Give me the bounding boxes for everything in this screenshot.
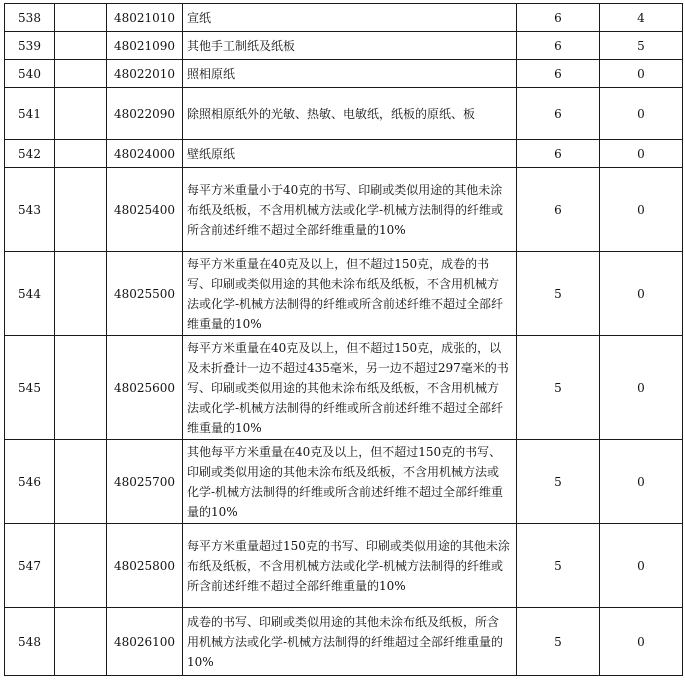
table-row	[5, 88, 683, 140]
rate-cell-a: 5	[517, 336, 600, 440]
rate-cell-a: 5	[517, 608, 600, 676]
row-number-cell: 544	[5, 252, 55, 336]
rate-cell-a: 6	[517, 60, 600, 88]
blank-cell	[55, 88, 107, 140]
tariff-code-cell: 48022010	[107, 60, 183, 88]
rate-cell-b: 0	[600, 524, 683, 608]
tariff-code-cell: 48022090	[107, 88, 183, 140]
row-number-cell: 541	[5, 88, 55, 140]
rate-cell-a: 6	[517, 168, 600, 252]
description-cell: 每平方米重量超过150克的书写、印刷或类似用途的其他未涂布纸及纸板，不含用机械方法或化学-机械方法制得的纤维或所含前述纤维不超过全部纤维重量的10%	[183, 524, 517, 608]
rate-cell-b: 0	[600, 336, 683, 440]
rate-cell-b: 0	[600, 440, 683, 524]
table-row	[5, 440, 683, 524]
blank-cell	[55, 336, 107, 440]
rate-cell-b: 0	[600, 140, 683, 168]
table-row	[5, 524, 683, 608]
rate-cell-a: 6	[517, 140, 600, 168]
rate-cell-a: 6	[517, 88, 600, 140]
rate-cell-b: 0	[600, 60, 683, 88]
description-cell: 每平方米重量在40克及以上，但不超过150克，成卷的书写、印刷或类似用途的其他未涂布纸及纸板，不含用机械方法或化学-机械方法制得的纤维或所含前述纤维不超过全部纤维重量的10%	[183, 252, 517, 336]
row-number-cell: 547	[5, 524, 55, 608]
tariff-code-cell: 48025600	[107, 336, 183, 440]
tariff-code-cell: 48024000	[107, 140, 183, 168]
blank-cell	[55, 168, 107, 252]
blank-cell	[55, 140, 107, 168]
tariff-code-cell: 48026100	[107, 608, 183, 676]
row-number-cell: 546	[5, 440, 55, 524]
description-cell: 其他每平方米重量在40克及以上，但不超过150克的书写、印刷或类似用途的其他未涂布纸及纸板，不含用机械方法或化学-机械方法制得的纤维或所含前述纤维不超过全部纤维重量的10%	[183, 440, 517, 524]
table-row	[5, 608, 683, 676]
blank-cell	[55, 60, 107, 88]
tariff-table-body	[5, 4, 683, 676]
rate-cell-b: 0	[600, 252, 683, 336]
tariff-code-cell: 48025700	[107, 440, 183, 524]
description-cell: 宣纸	[183, 4, 517, 32]
rate-cell-b: 0	[600, 608, 683, 676]
row-number-cell: 545	[5, 336, 55, 440]
rate-cell-b: 0	[600, 168, 683, 252]
tariff-code-cell: 48025500	[107, 252, 183, 336]
description-cell: 每平方米重量在40克及以上，但不超过150克，成张的，以及未折叠计一边不超过435毫米，另一边不超过297毫米的书写、印刷或类似用途的其他未涂布纸及纸板，不含用机械方法或化学-机械方法制得的纤维或所含前述纤维不超过全部纤维重量的10%	[183, 336, 517, 440]
table-row	[5, 140, 683, 168]
tariff-table	[4, 3, 683, 676]
row-number-cell: 542	[5, 140, 55, 168]
description-cell: 壁纸原纸	[183, 140, 517, 168]
blank-cell	[55, 524, 107, 608]
table-row	[5, 336, 683, 440]
blank-cell	[55, 440, 107, 524]
table-row	[5, 32, 683, 60]
description-cell: 其他手工制纸及纸板	[183, 32, 517, 60]
rate-cell-a: 6	[517, 4, 600, 32]
row-number-cell: 539	[5, 32, 55, 60]
tariff-code-cell: 48025800	[107, 524, 183, 608]
rate-cell-b: 4	[600, 4, 683, 32]
table-row	[5, 168, 683, 252]
blank-cell	[55, 4, 107, 32]
blank-cell	[55, 608, 107, 676]
tariff-code-cell: 48021010	[107, 4, 183, 32]
blank-cell	[55, 252, 107, 336]
row-number-cell: 540	[5, 60, 55, 88]
rate-cell-a: 5	[517, 524, 600, 608]
table-row	[5, 4, 683, 32]
rate-cell-a: 6	[517, 32, 600, 60]
row-number-cell: 538	[5, 4, 55, 32]
description-cell: 照相原纸	[183, 60, 517, 88]
table-row	[5, 60, 683, 88]
row-number-cell: 548	[5, 608, 55, 676]
description-cell: 成卷的书写、印刷或类似用途的其他未涂布纸及纸板，所含用机械方法或化学-机械方法制得的纤维超过全部纤维重量的10%	[183, 608, 517, 676]
tariff-code-cell: 48021090	[107, 32, 183, 60]
rate-cell-b: 5	[600, 32, 683, 60]
description-cell: 除照相原纸外的光敏、热敏、电敏纸，纸板的原纸、板	[183, 88, 517, 140]
row-number-cell: 543	[5, 168, 55, 252]
blank-cell	[55, 32, 107, 60]
description-cell: 每平方米重量小于40克的书写、印刷或类似用途的其他未涂布纸及纸板，不含用机械方法或化学-机械方法制得的纤维或所含前述纤维不超过全部纤维重量的10%	[183, 168, 517, 252]
rate-cell-a: 5	[517, 252, 600, 336]
table-row	[5, 252, 683, 336]
rate-cell-b: 0	[600, 88, 683, 140]
rate-cell-a: 5	[517, 440, 600, 524]
tariff-code-cell: 48025400	[107, 168, 183, 252]
